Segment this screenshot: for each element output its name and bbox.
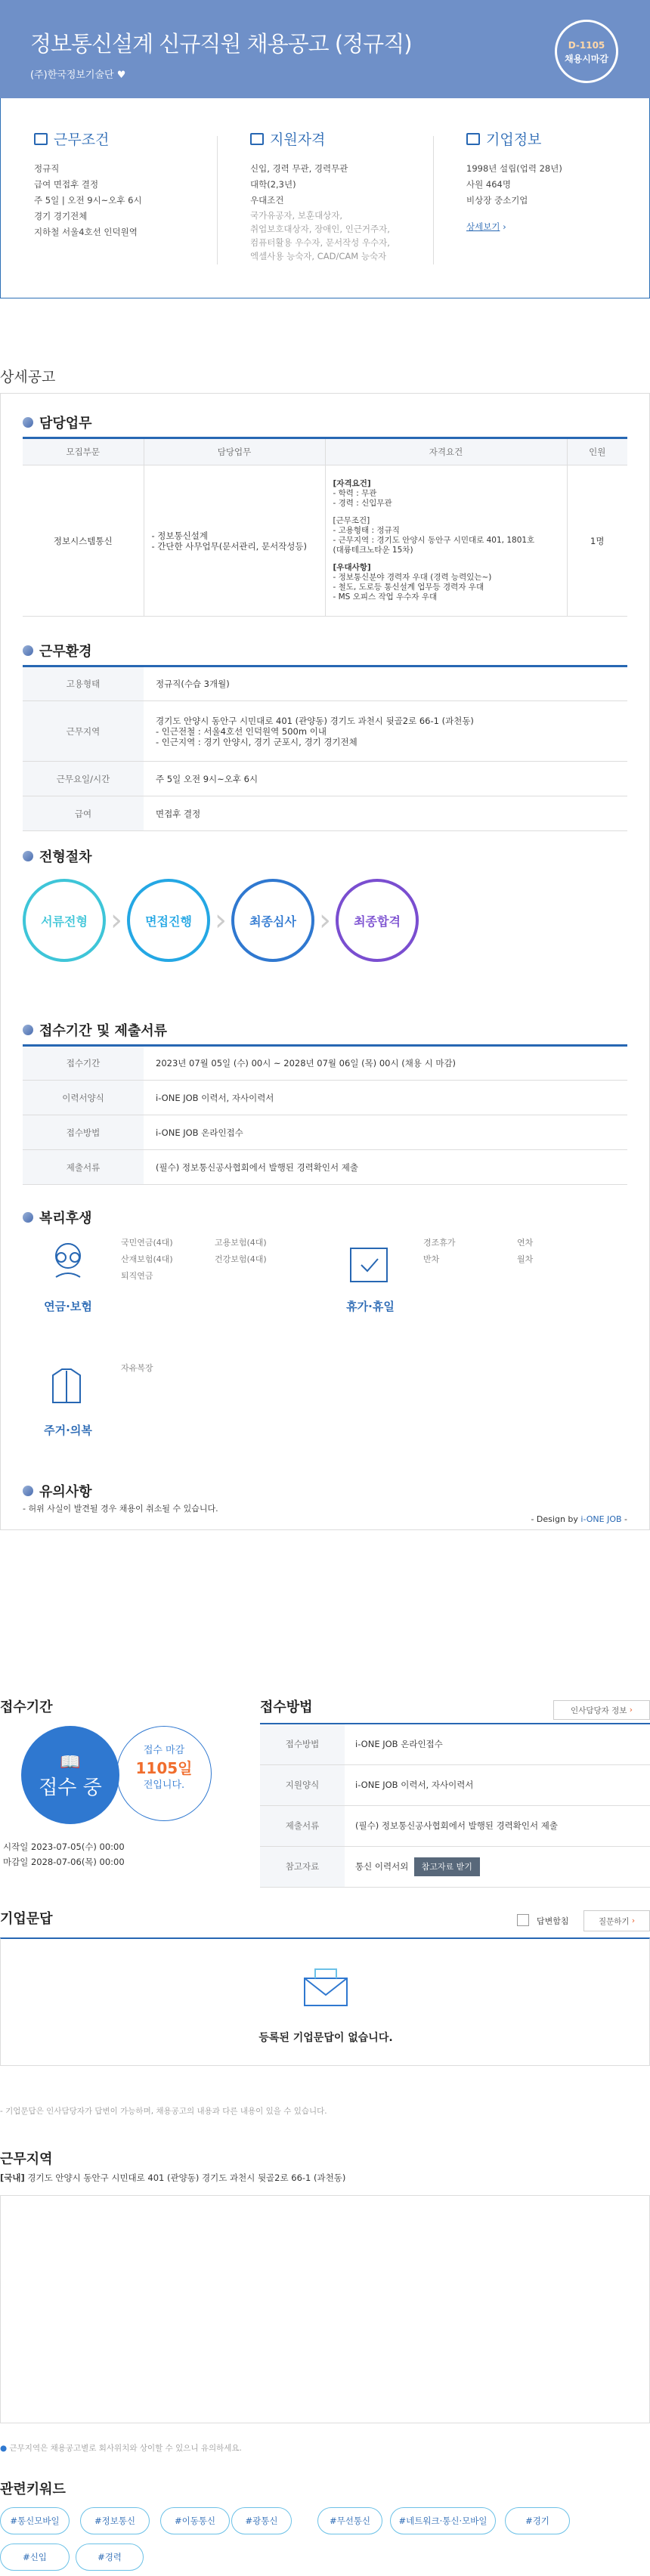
company-info: 기업정보 1998년 설립(업력 28년) 사원 464명 비상장 중소기업 상세보기 › [466,131,562,232]
benefit-housing-label: 주거·의복 [44,1424,92,1437]
map-area[interactable] [0,2195,650,2423]
status-circle: 📖 접수 중 [21,1726,119,1824]
glasses-icon [45,1239,91,1285]
keyword-tag[interactable]: #경력 [76,2544,144,2571]
hr-info-button[interactable]: 인사담당자 정보 › [553,1700,650,1720]
heart-icon[interactable]: ♥ [116,70,126,81]
duty-table: 모집부문 담당업무 자격요건 인원 정보시스템통신 - 정보통신설계 - 간단한 사무업무(문서관리, 문서작성등) [자격요건] - 학력 : 무관 - 경력 : 신입무관 [근무조건] - 고용형태 : 정규직 - 근무지역 : 경기도 안양시 동안구 시민대로 401, 1801호 (대륭테크노타운 15차) [우대사항] - 정보통신분야 경력자 우대 (경력 능력있는~) - 철도, 도로등 통신설계 업무등 경력자 우대 - MS 오피스 작업 우수자 우대 1명 [23,437,627,617]
location-address: [국내] 경기도 안양시 동안구 시민대로 401 (관양동) 경기도 과천시 뒷골2로 66-1 (과천동) [0,2172,346,2183]
envelope-icon [302,1966,350,2009]
step-review: 최종심사 [231,879,314,962]
qna-empty-box: 등록된 기업문답이 없습니다. [0,1937,650,2066]
receipt-heading: 접수기간 및 제출서류 [23,1020,167,1040]
document-icon [34,133,48,145]
keywords-title: 관련키워드 [0,2482,66,2497]
method-table: 접수방법 i-ONE JOB 온라인접수 지원양식 i-ONE JOB 이력서, 자사이력서 제출서류 (필수) 정보통신공사협회에서 발행된 경력확인서 제출 참고자료 통신 이력서외 참고자료 받기 [260,1723,650,1888]
keyword-tag[interactable]: #경기 [505,2507,570,2534]
keyword-tag[interactable]: #신입 [0,2544,70,2571]
keyword-tag[interactable]: #광통신 [231,2507,292,2534]
env-table: 고용형태 정규직(수습 3개월) 근무지역 경기도 안양시 동안구 시민대로 401 (관양동) 경기도 과천시 뒷골2로 66-1 (과천동) - 인근전철 : 서울4호선 인덕원역 500m 이내 - 인근지역 : 경기 안양시, 경기 군포시, 경기 경기전체 근무요일/시간 주 5일 오전 9시~오후 6시 급여 면접후 결정 [23,665,627,831]
company-detail-link[interactable]: 상세보기 [466,221,500,232]
qna-title: 기업문답 [0,1911,53,1927]
shirt-icon [45,1365,88,1407]
company-name[interactable]: (주)한국정보기술단 ♥ [30,70,126,81]
design-credit: - Design by i-ONE JOB - [531,1514,627,1524]
keyword-tag[interactable]: #이동통신 [160,2507,230,2534]
detail-title: 상세공고 [0,369,56,385]
calendar-check-icon [348,1242,390,1285]
ask-question-button[interactable]: 질문하기 › [583,1910,650,1931]
step-interview: 면접진행 [127,879,210,962]
qualifications: 지원자격 신입, 경력 무관, 경력무관 대학(2,3년) 우대조건 국가유공자, 보훈대상자, 취업보호대상자, 장애인, 인근거주자, 컴퓨터활용 우수자, 문서작성 우수자, 엑셀사용 능숙자, CAD/CAM 능숙자 [250,131,390,261]
answered-checkbox[interactable] [517,1914,529,1926]
keyword-tag[interactable]: #네트워크·통신·모바일 [390,2507,496,2534]
location-title: 근무지역 [0,2151,53,2167]
building-icon [466,133,480,145]
notice-heading: 유의사항 [23,1481,92,1501]
step-document: 서류전형 [23,879,106,962]
answered-label: 답변함침 [537,1916,569,1926]
summary-panel [0,98,650,298]
period-title: 접수기간 [0,1699,53,1715]
step-final: 최종합격 [336,879,419,962]
job-title: 정보통신설계 신규직원 채용공고 (정규직) [30,31,412,57]
duty-heading: 담당업무 [23,413,92,432]
job-header [0,0,650,98]
keyword-tag[interactable]: #무선통신 [317,2507,382,2534]
period-dates: 시작일 2023-07-05(수) 00:00 마감일 2028-07-06(목) 00:00 [3,1842,125,1867]
keyword-tag[interactable]: #정보통신 [80,2507,150,2534]
env-heading: 근무환경 [23,641,92,660]
download-attachment-button[interactable]: 참고자료 받기 [414,1857,480,1876]
benefits-heading: 복리후생 [23,1208,92,1227]
location-note: ● 근무지역은 채용공고별로 회사위치와 상이할 수 있으니 유의하세요. [0,2444,242,2453]
calendar-icon [250,133,264,145]
keyword-tag[interactable]: #통신모바일 [0,2507,70,2534]
book-icon: 📖 [60,1753,81,1772]
notice-text: - 허위 사실이 발견될 경우 채용이 취소될 수 있습니다. [23,1504,218,1514]
benefit-vacation-label: 휴가·휴일 [346,1300,395,1313]
receipt-table: 접수기간 2023년 07월 05일 (수) 00시 ~ 2028년 07월 06일 (목) 00시 (채용 시 마감) 이력서양식 i-ONE JOB 이력서, 자사이력서 접수방법 i-ONE JOB 온라인접수 제출서류 (필수) 정보통신공사협회에서 발행된 경력확인서 제출 [23,1044,627,1185]
method-title: 접수방법 [260,1699,313,1715]
process-heading: 전형절차 [23,846,92,866]
dday-badge: D-1105 채용시마감 [555,20,618,83]
benefit-pension-label: 연금·보험 [44,1300,92,1313]
remain-circle: 접수 마감 1105일 전입니다. [116,1726,212,1821]
work-conditions: 근무조건 정규직 급여 면접후 결정 주 5일 | 오전 9시~오후 6시 경기 경기전체 지하철 서울4호선 인덕원역 [34,131,142,237]
qna-note: - 기업문답은 인사담당자가 답변이 가능하며, 채용공고의 내용과 다른 내용이 있을 수 있습니다. [0,2107,327,2116]
